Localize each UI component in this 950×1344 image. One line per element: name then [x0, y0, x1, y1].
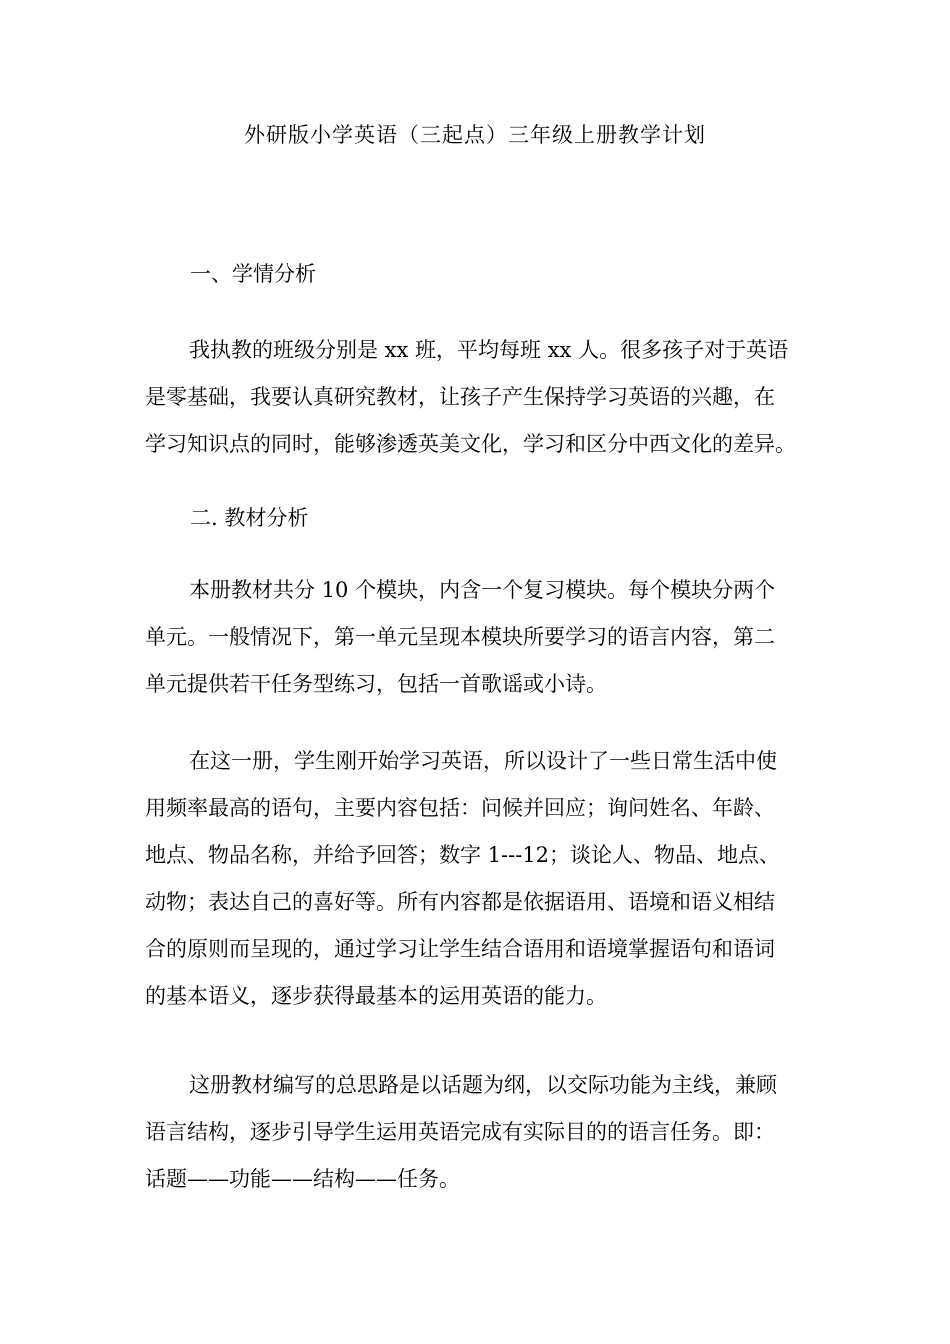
paragraph-line: 话题——功能——结构——任务。 — [145, 1167, 460, 1191]
paragraph-line: 单元。一般情况下，第一单元呈现本模块所要学习的语言内容，第二 — [145, 625, 775, 649]
paragraph-line: 本册教材共分 10 个模块，内含一个复习模块。每个模块分两个 — [189, 578, 776, 602]
paragraph-line: 是零基础，我要认真研究教材，让孩子产生保持学习英语的兴趣，在 — [145, 385, 775, 409]
paragraph-line: 合的原则而呈现的，通过学习让学生结合语用和语境掌握语句和语词 — [145, 937, 775, 961]
paragraph-line: 动物；表达自己的喜好等。所有内容都是依据语用、语境和语义相结 — [145, 890, 775, 914]
paragraph-line: 这册教材编写的总思路是以话题为纲，以交际功能为主线，兼顾 — [189, 1073, 777, 1097]
textbook-content-paragraph — [145, 738, 810, 1020]
section-heading-textbook-analysis: 二. 教材分析 — [190, 506, 309, 530]
student-analysis-paragraph — [145, 327, 810, 468]
textbook-approach-paragraph — [145, 1062, 810, 1203]
paragraph-line: 地点、物品名称，并给予回答；数字 1---12；谈论人、物品、地点、 — [145, 843, 781, 867]
paragraph-line: 的基本语义，逐步获得最基本的运用英语的能力。 — [145, 984, 607, 1008]
paragraph-line: 用频率最高的语句，主要内容包括：问候并回应；询问姓名、年龄、 — [145, 796, 775, 820]
paragraph-line: 单元提供若干任务型练习，包括一首歌谣或小诗。 — [145, 672, 607, 696]
paragraph-line: 在这一册，学生刚开始学习英语，所以设计了一些日常生活中使 — [189, 749, 777, 773]
textbook-modules-paragraph — [145, 567, 810, 708]
section-heading-student-analysis: 一、学情分析 — [190, 262, 316, 286]
paragraph-line: 学习知识点的同时，能够渗透英美文化，学习和区分中西文化的差异。 — [145, 432, 796, 456]
paragraph-line: 我执教的班级分别是 xx 班，平均每班 xx 人。很多孩子对于英语 — [189, 338, 789, 362]
paragraph-line: 语言结构，逐步引导学生运用英语完成有实际目的的语言任务。即： — [145, 1120, 775, 1144]
document-title: 外研版小学英语（三起点）三年级上册教学计划 — [244, 123, 706, 147]
